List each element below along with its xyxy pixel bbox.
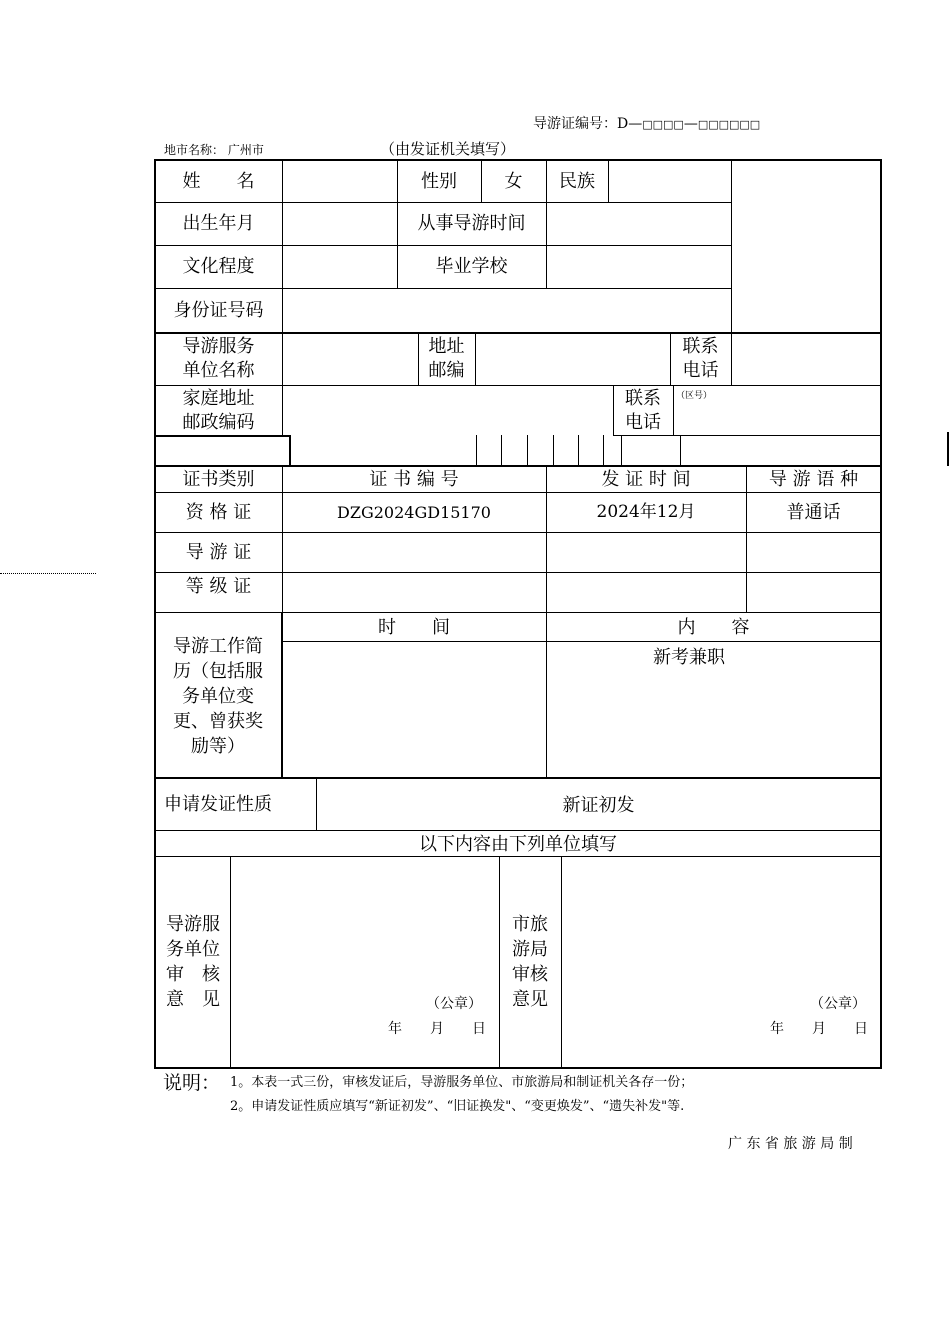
resume-content-value: 新考兼职 xyxy=(653,647,725,668)
cert-row-date: 2024年12月 xyxy=(596,502,696,522)
addr-label-2: 邮编 xyxy=(428,360,465,381)
birth-label: 出生年月 xyxy=(182,213,255,234)
cert-header-type: 证书类别 xyxy=(182,469,255,490)
city-label: 地市名称： xyxy=(164,143,225,157)
edge-mark xyxy=(947,432,949,466)
unit-label-1: 导游服务 xyxy=(182,336,255,357)
home-contact-2: 电话 xyxy=(625,412,661,433)
issuer-note: （由发证机关填写） xyxy=(380,140,516,158)
border-left xyxy=(154,159,156,1069)
review-section-title: 以下内容由下列单位填写 xyxy=(419,834,617,855)
cert-row-number: DZG2024GD15170 xyxy=(337,503,491,522)
city-line xyxy=(164,141,264,158)
addr-label-1: 地址 xyxy=(428,336,465,357)
contact-label-2: 电话 xyxy=(682,360,719,381)
gender-value: 女 xyxy=(504,171,523,192)
area-code: （区号） xyxy=(676,391,713,401)
city-value: 广州市 xyxy=(227,143,264,157)
cert-number-line xyxy=(533,113,760,133)
bureau-seal: （公章） xyxy=(810,996,866,1012)
cert-row-type: 等 级 证 xyxy=(185,576,252,597)
contact-label-1: 联系 xyxy=(682,336,719,357)
resume-content-header: 内 容 xyxy=(677,617,750,638)
home-label-1: 家庭地址 xyxy=(182,388,255,409)
cert-number-label: 导游证编号：D— xyxy=(533,116,643,132)
cert-number-sep: — xyxy=(683,116,698,132)
cert-header-number: 证 书 编 号 xyxy=(369,469,459,490)
unit-seal: （公章） xyxy=(426,996,482,1012)
id-label: 身份证号码 xyxy=(173,300,264,321)
ethnicity-label: 民族 xyxy=(559,171,595,192)
application-value: 新证初发 xyxy=(562,795,635,816)
notes-label: 说明： xyxy=(163,1072,221,1094)
review-unit-label: 导游服务单位审 核意 见 xyxy=(166,914,220,1010)
cert-row-type: 资 格 证 xyxy=(185,502,252,523)
cert-header-language: 导 游 语 种 xyxy=(768,469,859,490)
education-label: 文化程度 xyxy=(182,256,255,277)
application-label: 申请发证性质 xyxy=(164,794,272,815)
gender-label: 性别 xyxy=(421,171,457,192)
resume-time-header: 时 间 xyxy=(378,617,450,638)
unit-label-2: 单位名称 xyxy=(182,360,255,381)
cert-number-boxes-1: □□□□ xyxy=(642,118,684,131)
cert-row-language: 普通话 xyxy=(786,502,841,523)
cert-header-date: 发 证 时 间 xyxy=(601,469,691,490)
unit-date-line: 年 月 日 xyxy=(388,1021,486,1037)
resume-label: 导游工作简历（包括服务单位变更、曾获奖励等） xyxy=(173,636,263,757)
home-contact-1: 联系 xyxy=(625,388,661,409)
name-label: 姓 名 xyxy=(182,171,255,192)
cert-number-boxes-2: □□□□□□ xyxy=(697,118,761,131)
notes-line-1: 1。本表一式三份，审核发证后，导游服务单位、市旅游局和制证机关各存一份； xyxy=(230,1075,694,1090)
notes-line-2: 2。申请发证性质应填写“新证初发”、“旧证换发"、“变更焕发”、“遗失补发"等. xyxy=(230,1099,685,1114)
border-bottom xyxy=(154,1067,882,1069)
guide-time-label: 从事导游时间 xyxy=(417,213,526,234)
bureau-date-line: 年 月 日 xyxy=(770,1021,868,1037)
cert-row-type: 导 游 证 xyxy=(185,542,252,563)
school-label: 毕业学校 xyxy=(435,256,508,277)
footer-maker: 广 东 省 旅 游 局 制 xyxy=(728,1136,853,1152)
border-right xyxy=(880,159,882,1069)
review-bureau-label: 市旅游局审核意见 xyxy=(512,914,548,1010)
border-top xyxy=(154,159,882,161)
dotted-margin-line xyxy=(0,573,96,574)
home-label-2: 邮政编码 xyxy=(182,412,255,433)
